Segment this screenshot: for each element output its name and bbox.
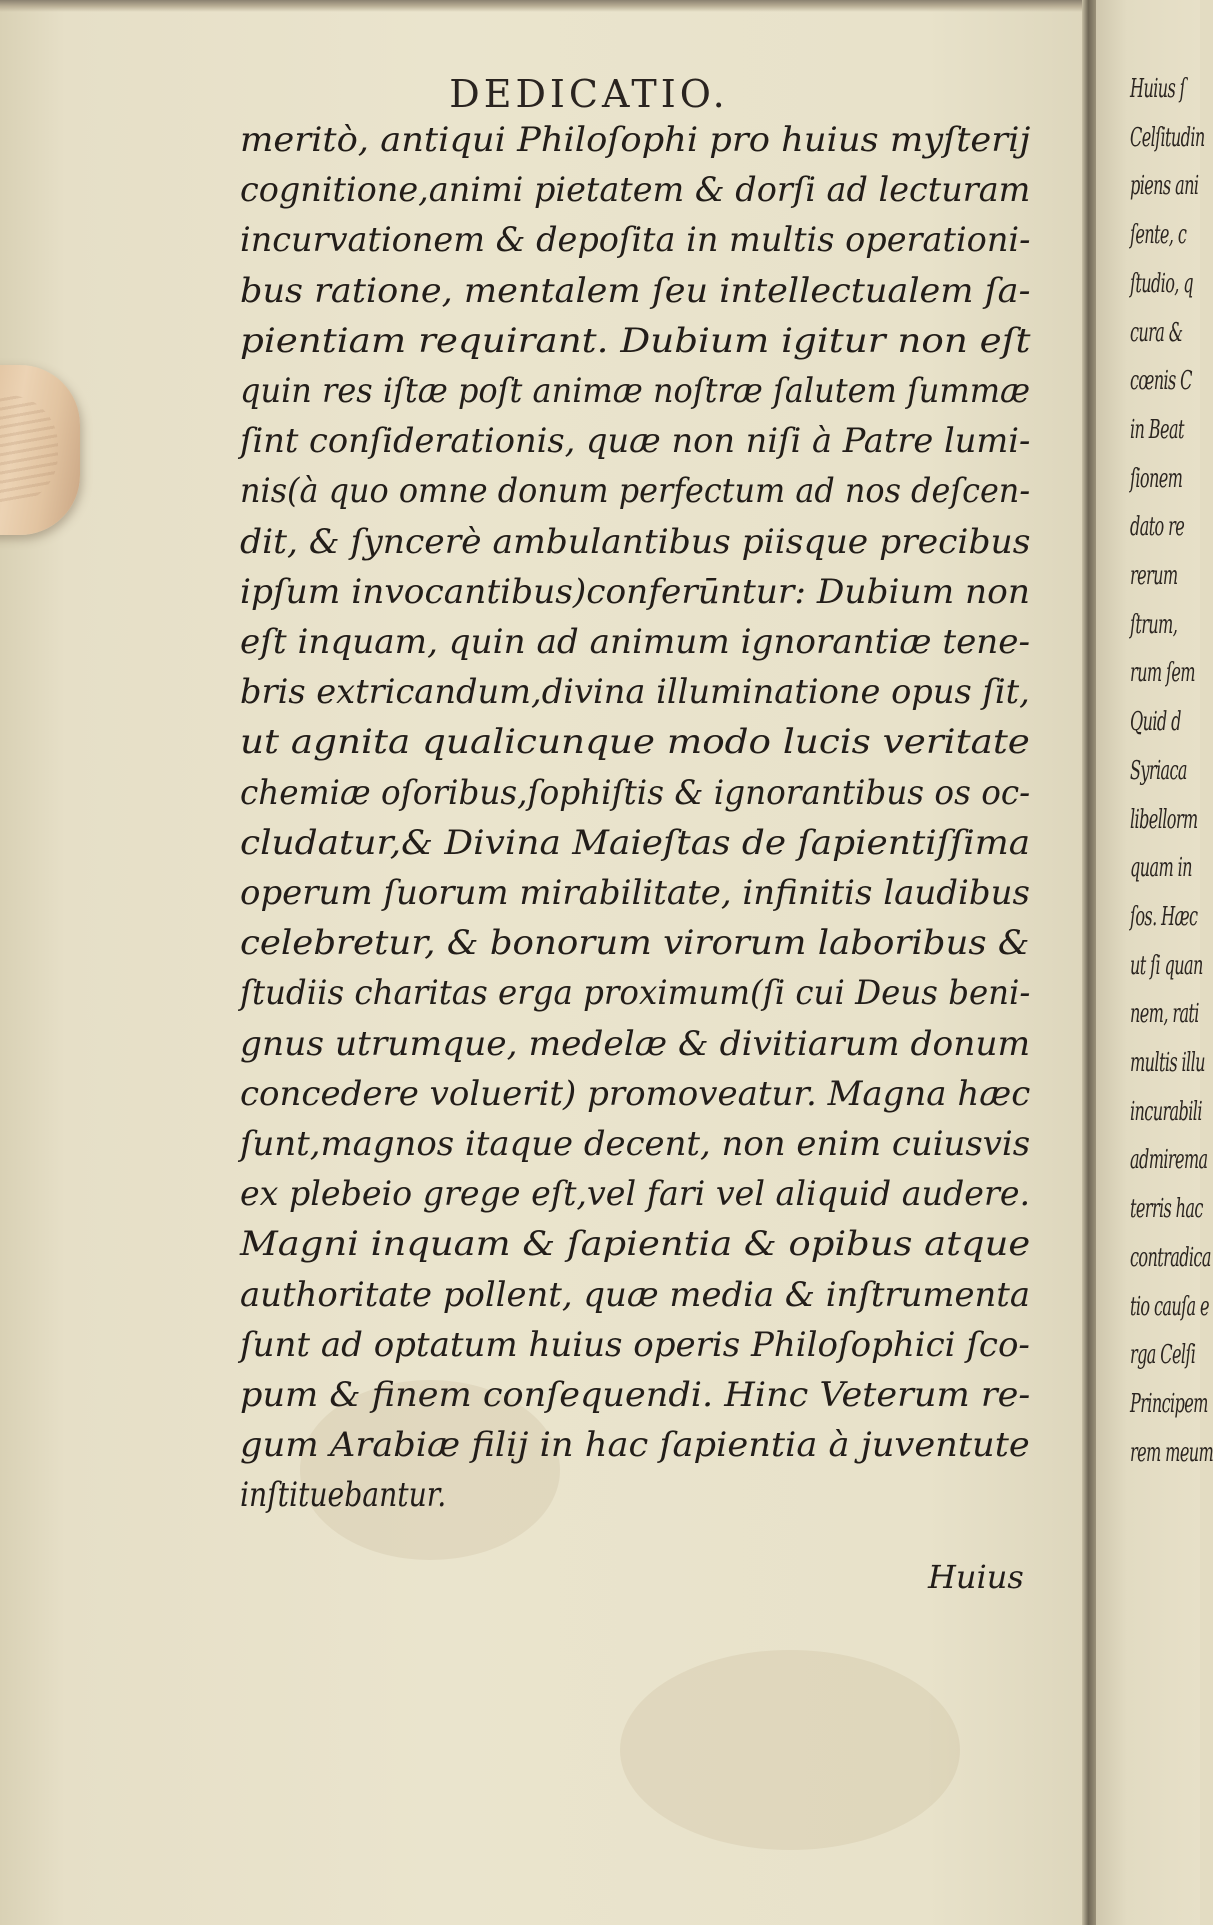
facing-text-fragment: terris hac (1130, 1194, 1203, 1225)
facing-text-fragment: dato re (1130, 512, 1185, 543)
facing-text-fragment: rga Celſi (1130, 1340, 1196, 1371)
facing-text-fragment: piens ani (1130, 171, 1199, 202)
paper-stain (620, 1650, 960, 1850)
facing-text-fragment: ut ſi quan (1130, 950, 1203, 981)
facing-text-fragment: ſtudio, q (1130, 268, 1193, 299)
text-line: quin res iſtæ poſt animæ noſtræ ſalutem ſummæ (240, 371, 1031, 411)
facing-text-fragment: tio cauſa e (1130, 1291, 1209, 1322)
text-line: dit, & ſyncerè ambulantibus piisque precibus (240, 521, 1031, 562)
text-line: meritò, antiqui Philoſophi pro huius myſterij (240, 120, 1031, 160)
running-title: DEDICATIO. (449, 72, 729, 116)
text-line: gnus utrumque, medelæ & divitiarum donum (240, 1023, 1031, 1064)
text-line: gum Arabiæ filij in hac ſapientia à juventute (240, 1425, 1030, 1466)
book-gutter (1082, 0, 1096, 1925)
facing-text-fragment: Huius ſ (1130, 74, 1186, 104)
text-line: bus ratione, mentalem ſeu intellectualem ſa- (240, 270, 1031, 311)
facing-text-fragment: ſionem (1130, 463, 1183, 494)
text-line: pum & finem conſequendi. Hinc Veterum re- (240, 1375, 1031, 1415)
facing-text-fragment: cura & (1130, 317, 1183, 348)
text-line: pientiam requirant. Dubium igitur non eſt (240, 320, 1031, 361)
facing-text-fragment: incurabili (1130, 1096, 1202, 1127)
facing-text-fragment: rerum (1130, 561, 1178, 591)
facing-text-fragment: rum ſem (1130, 658, 1195, 689)
text-line: ut agnita qualicunque modo lucis veritate (240, 722, 1030, 763)
facing-text-fragment: ſos. Hæc (1130, 901, 1198, 932)
text-line: eſt inquam, quin ad animum ignorantiæ tene- (240, 622, 1031, 662)
facing-text-fragment: ſente, c (1130, 220, 1187, 251)
facing-text-fragment: quam in (1130, 853, 1192, 884)
text-line: bris extricandum,divina illuminatione opus ſit, (240, 672, 1030, 713)
text-line: cludatur,& Divina Maieſtas de ſapientiſſima (240, 822, 1031, 863)
thumb-holding-page (0, 365, 80, 535)
text-line: celebretur, & bonorum virorum laboribus & (240, 923, 1030, 964)
text-line: ſint conſiderationis, quæ non niſi à Patre lumi- (240, 421, 1031, 462)
page-top-edge (0, 0, 1090, 12)
text-line: ex plebeio grege eſt,vel fari vel aliquid audere. (240, 1174, 1031, 1215)
facing-text-fragment: admirema (1130, 1145, 1208, 1176)
facing-text-fragment: Quid d (1130, 707, 1181, 738)
text-line: Magni inquam & ſapientia & opibus atque (240, 1224, 1031, 1265)
text-line: ſtudiis charitas erga proximum(ſi cui Deus beni- (240, 973, 1031, 1014)
text-line: concedere voluerit) promoveatur. Magna hæc (240, 1073, 1031, 1114)
facing-text-fragment: libellorm (1130, 804, 1198, 835)
facing-text-fragment: in Beat (1130, 414, 1184, 445)
facing-text-fragment: Principem (1130, 1388, 1208, 1419)
text-line: authoritate pollent, quæ media & inſtrumenta (240, 1274, 1031, 1315)
facing-text-fragment: cœnis C (1130, 366, 1192, 397)
facing-text-fragment: nem, rati (1130, 999, 1199, 1030)
facing-text-fragment: contradica (1130, 1242, 1211, 1273)
facing-text-fragment: multis illu (1130, 1048, 1205, 1078)
catchword: Huius (928, 1558, 1024, 1596)
text-line: inſtituebantur. (240, 1475, 447, 1516)
text-line: chemiæ oſoribus,ſophiſtis & ignorantibus os oc- (240, 772, 1031, 813)
text-line: incurvationem & depoſita in multis operationi- (240, 220, 1031, 261)
facing-page-right (1096, 0, 1213, 1925)
facing-text-fragment: Syriaca (1130, 755, 1187, 786)
text-line: nis(à quo omne donum perfectum ad nos deſcen- (240, 471, 1031, 512)
text-line: ſunt,magnos itaque decent, non enim cuiusvis (240, 1124, 1031, 1164)
facing-text-fragment: rem meum (1130, 1437, 1213, 1468)
text-line: cognitione,animi pietatem & dorſi ad lecturam (240, 170, 1031, 211)
text-line: ſunt ad optatum huius operis Philoſophici ſco- (240, 1324, 1030, 1365)
text-line: ipſum invocantibus)conferūntur: Dubium non (240, 571, 1030, 612)
facing-text-fragment: ſtrum, (1130, 609, 1178, 640)
facing-text-fragment: Celſitudin (1130, 122, 1205, 153)
text-line: operum ſuorum mirabilitate, infinitis laudibus (240, 873, 1030, 913)
